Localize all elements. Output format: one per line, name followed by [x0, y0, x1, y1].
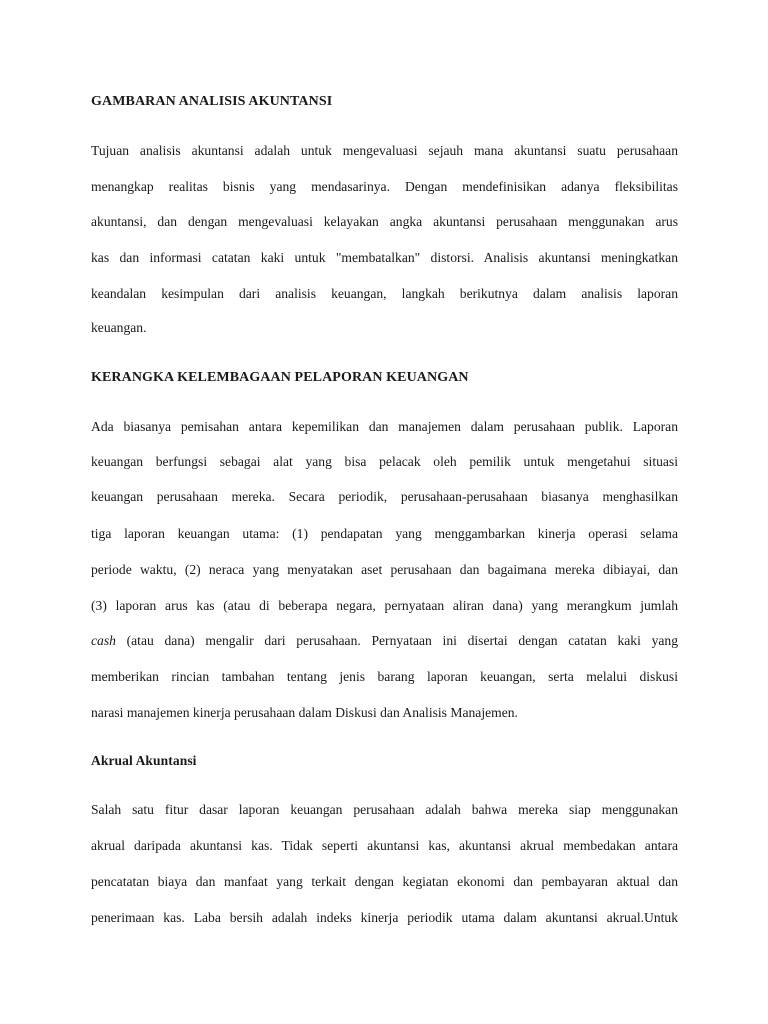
section-heading-kerangka: KERANGKA KELEMBAGAAN PELAPORAN KEUANGAN — [91, 370, 469, 385]
paragraph-line: pencatatan biaya dan manfaat yang terkait dengan kegiatan ekonomi dan pembayaran aktual dan — [91, 874, 678, 889]
paragraph-line: keandalan kesimpulan dari analisis keuangan, langkah berikutnya dalam analisis laporan — [91, 286, 678, 301]
section-heading-akrual: Akrual Akuntansi — [91, 753, 197, 768]
line-remainder: (atau dana) mengalir dari perusahaan. Pernyataan ini disertai dengan catatan kaki yang — [115, 633, 678, 648]
section-heading-gambaran: GAMBARAN ANALISIS AKUNTANSI — [91, 94, 333, 109]
paragraph-line: memberikan rincian tambahan tentang jenis barang laporan keuangan, serta melalui diskusi — [91, 669, 678, 684]
paragraph-line: kas dan informasi catatan kaki untuk "membatalkan" distorsi. Analisis akuntansi meningkatkan — [91, 250, 678, 265]
paragraph-line: keuangan berfungsi sebagai alat yang bisa pelacak oleh pemilik untuk mengetahui situasi — [91, 454, 678, 469]
paragraph-line: tiga laporan keuangan utama: (1) pendapatan yang menggambarkan kinerja operasi selama — [91, 526, 678, 541]
paragraph-line: menangkap realitas bisnis yang mendasarinya. Dengan mendefinisikan adanya fleksibilitas — [91, 179, 678, 194]
paragraph-line: penerimaan kas. Laba bersih adalah indeks kinerja periodik utama dalam akuntansi akrual.Untuk — [91, 910, 678, 925]
paragraph-line — [91, 632, 678, 650]
paragraph-line: akuntansi, dan dengan mengevaluasi kelayakan angka akuntansi perusahaan menggunakan arus — [91, 214, 678, 229]
italic-term: cash — [91, 633, 116, 648]
paragraph-line: narasi manajemen kinerja perusahaan dalam Diskusi dan Analisis Manajemen. — [91, 705, 518, 720]
paragraph-line: keuangan. — [91, 320, 147, 335]
paragraph-line: periode waktu, (2) neraca yang menyatakan aset perusahaan dan bagaimana mereka dibiayai, dan — [91, 562, 678, 577]
paragraph-line: keuangan perusahaan mereka. Secara periodik, perusahaan-perusahaan biasanya menghasilkan — [91, 489, 678, 504]
paragraph-line: (3) laporan arus kas (atau di beberapa negara, pernyataan aliran dana) yang merangkum jumlah — [91, 598, 678, 613]
paragraph-line: akrual daripada akuntansi kas. Tidak seperti akuntansi kas, akuntansi akrual membedakan antara — [91, 838, 678, 853]
paragraph-line: Ada biasanya pemisahan antara kepemilikan dan manajemen dalam perusahaan publik. Laporan — [91, 419, 678, 434]
paragraph-line: Salah satu fitur dasar laporan keuangan perusahaan adalah bahwa mereka siap menggunakan — [91, 802, 678, 817]
paragraph-line: Tujuan analisis akuntansi adalah untuk mengevaluasi sejauh mana akuntansi suatu perusahaan — [91, 143, 678, 158]
